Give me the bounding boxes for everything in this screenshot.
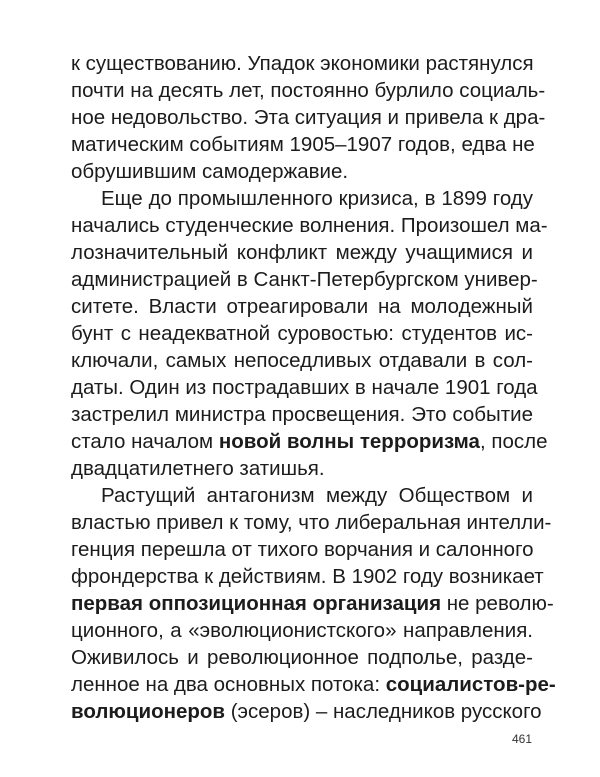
text-run: , после (479, 430, 548, 453)
text-line (71, 77, 546, 104)
text-line (71, 131, 533, 158)
emphasized-term: социалистов-ре- (385, 673, 556, 696)
text-run: властью привел к тому, что либеральная интелли- (71, 511, 552, 534)
text-line (71, 347, 533, 374)
text-run: Растущий антагонизм между Обществом и (101, 484, 533, 507)
body-text (71, 50, 556, 725)
text-line (71, 239, 533, 266)
text-run: застрелил министра просвещения. Это событие (71, 403, 533, 426)
text-line (71, 428, 548, 455)
emphasized-term: новой волны терроризма (218, 430, 480, 453)
text-line (71, 293, 533, 320)
text-run: матическим событиям 1905–1907 годов, едва не (71, 133, 535, 156)
text-run: даты. Один из пострадавших в начале 1901 года (71, 376, 538, 399)
text-line (71, 266, 538, 293)
text-run: двадцатилетнего затишья. (71, 457, 325, 480)
text-run: ленное на два основных потока: (71, 673, 386, 696)
text-line (71, 509, 552, 536)
paragraph (71, 482, 556, 725)
text-run: к существованию. Упадок экономики растянулся (71, 52, 534, 75)
text-line (71, 455, 533, 482)
text-line (71, 320, 533, 347)
text-run: начались студенческие волнения. Произошел ма- (71, 214, 548, 237)
text-run: ционного, а «эволюционистского» направления. (71, 619, 533, 642)
text-run: фрондерства к действиям. В 1902 году возникает (71, 565, 544, 588)
text-run: ситете. Власти отреагировали на молодежный (71, 295, 533, 318)
emphasized-term: волюционеров (71, 700, 226, 723)
text-line (71, 50, 533, 77)
text-line (71, 185, 533, 212)
text-line (71, 104, 546, 131)
text-line (71, 698, 542, 725)
text-line (71, 617, 533, 644)
text-run: обрушившим самодержавие. (71, 160, 349, 183)
text-run: ное недовольство. Эта ситуация и привела к дра- (71, 106, 546, 129)
text-line (71, 536, 533, 563)
text-run: не револю- (441, 592, 554, 615)
text-run: генция перешла от тихого ворчания и салонного (71, 538, 534, 561)
text-run: почти на десять лет, постоянно бурлило социаль- (71, 79, 546, 102)
text-line (71, 374, 538, 401)
text-line (71, 158, 533, 185)
text-run: ключали, самых непоседливых отдавали в сол- (71, 349, 533, 372)
text-run: Оживилось и революционное подполье, разде- (71, 646, 533, 669)
page-number: 461 (511, 732, 532, 746)
text-line (71, 563, 544, 590)
text-run: лозначительный конфликт между учащимися и (71, 241, 533, 264)
text-run: администрацией в Санкт-Петербургском универ- (71, 268, 538, 291)
text-run: (эсеров) – наследников русского (225, 700, 542, 723)
text-line (71, 482, 533, 509)
text-line (71, 644, 533, 671)
text-run: бунт с неадекватной суровостью: студентов ис- (71, 322, 533, 345)
emphasized-term: первая оппозиционная организация (71, 592, 442, 615)
paragraph (71, 185, 548, 482)
text-run: стало началом (71, 430, 219, 453)
text-line (71, 671, 556, 698)
text-line (71, 212, 548, 239)
text-line (71, 401, 533, 428)
paragraph (71, 50, 546, 185)
text-line (71, 590, 554, 617)
text-run: Еще до промышленного кризиса, в 1899 году (101, 187, 533, 210)
